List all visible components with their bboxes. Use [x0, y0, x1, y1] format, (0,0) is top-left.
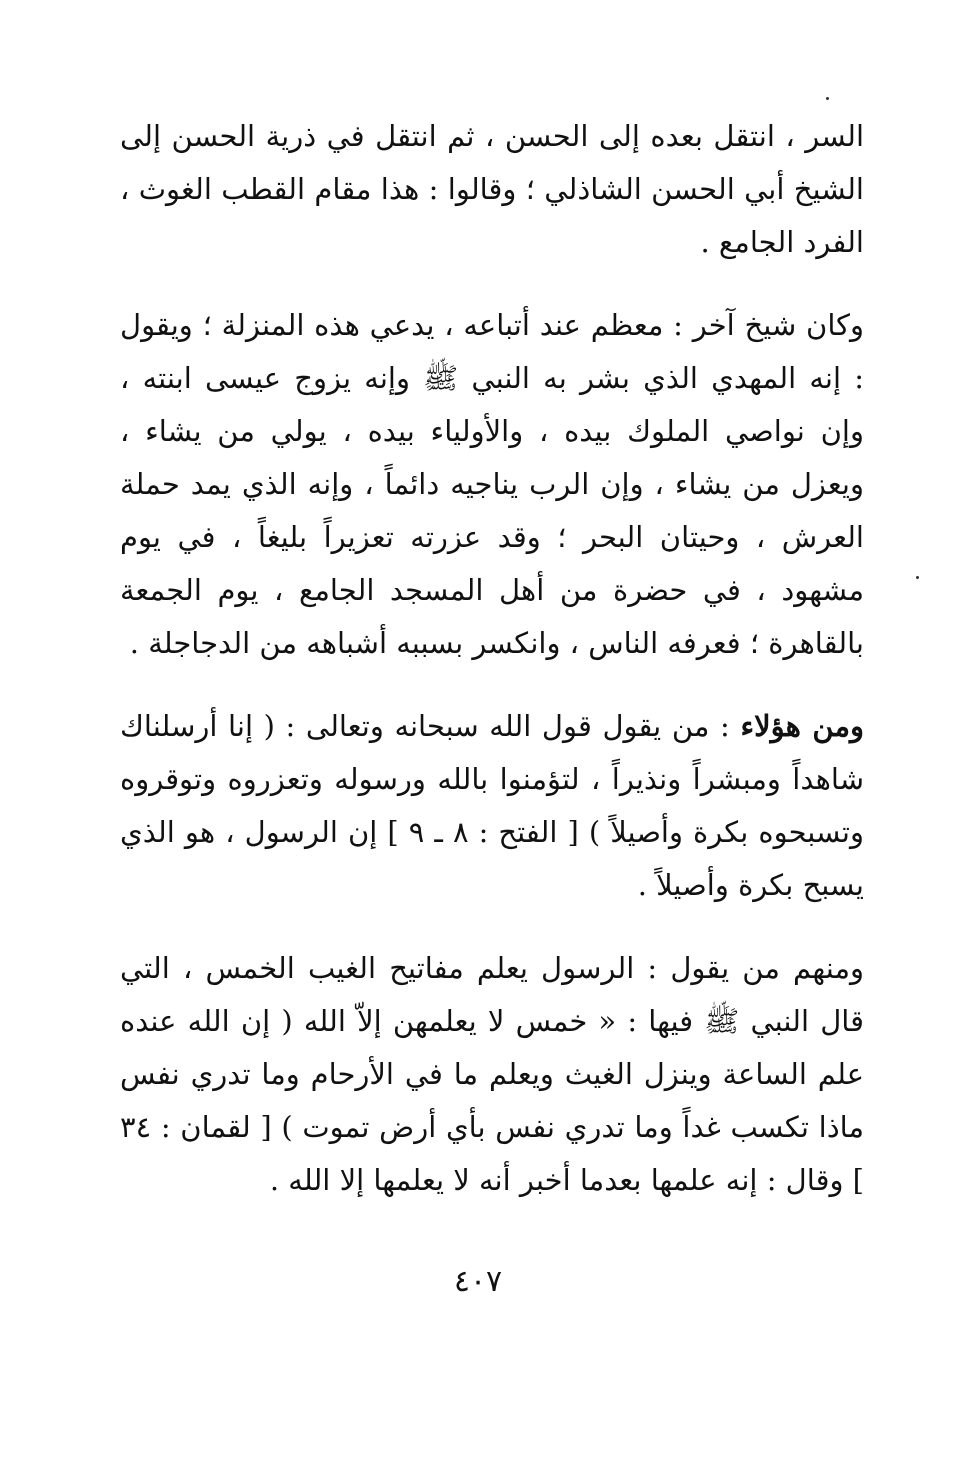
paragraph-4-text: ومنهم من يقول : الرسول يعلم مفاتيح الغيب الخمس ، التي قال النبي ﷺ فيها : « خمس لا يعلمهن إلاّ الله ( إن الله عنده علم الساعة وينزل الغيث ويعلم ما في الأرحام وما تدري نفس ماذا تكسب غداً وما تدري نفس بأي أرض تموت ) [ لقمان : ٣٤ ] وقال : إنه علمها بعدما أخبر أنه لا يعلمها إلا الله . — [120, 951, 864, 1197]
paragraph-4 — [120, 942, 864, 1207]
speck-mark-top — [826, 97, 829, 100]
paragraph-2 — [120, 299, 864, 670]
paragraph-3-text: : من يقول قول الله سبحانه وتعالى : ( إنا أرسلناك شاهداً ومبشراً ونذيراً ، لتؤمنوا بالله ورسوله وتعزروه وتوقروه وتسبحوه بكرة وأصيلاً ) [ الفتح : ٨ ـ ٩ ] إن الرسول ، هو الذي يسبح بكرة وأصيلاً . — [120, 709, 864, 902]
page-number: ٤٠٧ — [453, 1264, 503, 1299]
paragraph-3-lead: ومن هؤلاء — [740, 709, 864, 743]
speck-mark-margin — [916, 576, 919, 579]
paragraph-3 — [120, 700, 864, 912]
paragraph-1 — [120, 110, 864, 269]
paragraph-1-text: السر ، انتقل بعده إلى الحسن ، ثم انتقل في ذرية الحسن إلى الشيخ أبي الحسن الشاذلي ؛ وقالوا : هذا مقام القطب الغوث ، الفرد الجامع . — [120, 119, 864, 259]
page-body — [120, 110, 864, 1237]
paragraph-2-text: وكان شيخ آخر : معظم عند أتباعه ، يدعي هذه المنزلة ؛ ويقول : إنه المهدي الذي بشر به النبي ﷺ وإنه يزوج عيسى ابنته ، وإن نواصي الملوك بيده ، والأولياء بيده ، يولي من يشاء ، ويعزل من يشاء ، وإن الرب يناجيه دائماً ، وإنه الذي يمد حملة العرش ، وحيتان البحر ؛ وقد عزرته تعزيراً بليغاً ، في يوم مشهود ، في حضرة من أهل المسجد الجامع ، يوم الجمعة بالقاهرة ؛ فعرفه الناس ، وانكسر بسببه أشباهه من الدجاجلة . — [120, 308, 864, 660]
